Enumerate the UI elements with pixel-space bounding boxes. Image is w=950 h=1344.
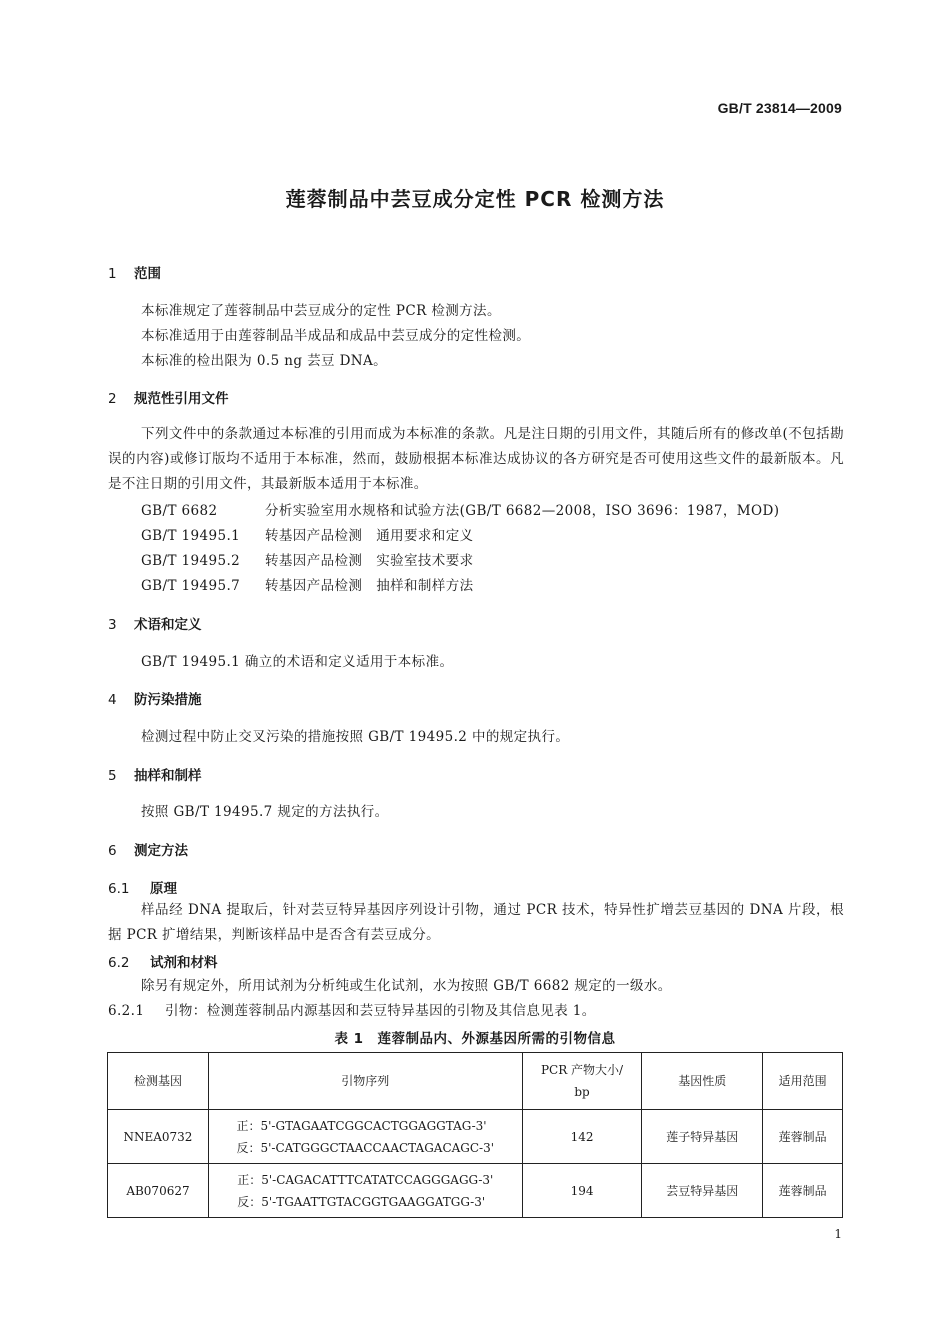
reference-name: 转基因产品检测 通用要求和定义: [265, 528, 474, 544]
reagents-text: 除另有规定外，所用试剂为分析纯或生化试剂，水为按照 GB/T 6682 规定的一级水。: [141, 978, 672, 994]
header-sequence: 引物序列: [208, 1053, 522, 1110]
cell-gene: NNEA0732: [108, 1110, 209, 1164]
table-header-row: [108, 1053, 843, 1110]
document-title: 莲蓉制品中芸豆成分定性 PCR 检测方法: [285, 187, 665, 211]
reference-code: GB/T 19495.2: [141, 553, 241, 569]
scope-line-3: 本标准的检出限为 0.5 ng 芸豆 DNA。: [141, 353, 388, 369]
section-4-heading: [108, 688, 202, 708]
terms-text: GB/T 19495.1 确立的术语和定义适用于本标准。: [141, 654, 454, 670]
cell-nature: 莲子特异基因: [642, 1110, 763, 1164]
reference-item: [141, 574, 474, 594]
section-title: 术语和定义: [134, 617, 202, 633]
section-3-heading: [108, 613, 202, 633]
reference-name: 转基因产品检测 实验室技术要求: [265, 553, 474, 569]
cell-sequence: [208, 1110, 522, 1164]
section-6-1-heading: [108, 877, 177, 897]
section-title: 测定方法: [134, 843, 188, 859]
reference-code: GB/T 19495.7: [141, 578, 241, 594]
section-6-2-heading: [108, 951, 218, 971]
section-2-heading: [108, 387, 229, 407]
header-gene: 检测基因: [108, 1053, 209, 1110]
section-number: 6.1: [108, 881, 130, 897]
header-size-line-2: bp: [574, 1085, 590, 1099]
scope-line-1: 本标准规定了莲蓉制品中芸豆成分的定性 PCR 检测方法。: [141, 303, 501, 319]
section-title: 试剂和材料: [150, 955, 218, 971]
header-size: [522, 1053, 642, 1110]
section-number: 6: [108, 843, 117, 859]
reference-name: 分析实验室用水规格和试验方法(GB/T 6682—2008，ISO 3696：1987，MOD): [265, 503, 780, 519]
reference-name: 转基因产品检测 抽样和制样方法: [265, 578, 474, 594]
reverse-primer: 反：5'-CATGGGCTAACCAACTAGACAGC-3': [236, 1140, 495, 1155]
clause-text: 引物：检测莲蓉制品内源基因和芸豆特异基因的引物及其信息见表 1。: [165, 1003, 596, 1019]
section-title: 规范性引用文件: [134, 391, 229, 407]
contamination-text: 检测过程中防止交叉污染的措施按照 GB/T 19495.2 中的规定执行。: [141, 729, 570, 745]
section-title: 抽样和制样: [134, 768, 202, 784]
cell-sequence: [208, 1164, 522, 1218]
section-title: 防污染措施: [134, 692, 202, 708]
forward-primer: 正：5'-GTAGAATCGGCACTGGAGGTAG-3': [236, 1118, 487, 1133]
section-number: 2: [108, 391, 117, 407]
scope-line-2: 本标准适用于由莲蓉制品半成品和成品中芸豆成分的定性检测。: [141, 328, 531, 344]
cell-nature: 芸豆特异基因: [642, 1164, 763, 1218]
reference-code: GB/T 6682: [141, 503, 218, 519]
primer-table: [107, 1052, 843, 1218]
cell-scope: 莲蓉制品: [763, 1164, 843, 1218]
page-number: 1: [834, 1227, 842, 1241]
reference-code: GB/T 19495.1: [141, 528, 241, 544]
header-nature: 基因性质: [642, 1053, 763, 1110]
forward-primer: 正：5'-CAGACATTTCATATCCAGGGAGG-3': [237, 1172, 494, 1187]
section-number: 4: [108, 692, 117, 708]
section-number: 5: [108, 768, 117, 784]
reference-item: [141, 549, 474, 569]
header-scope: 适用范围: [763, 1053, 843, 1110]
section-1-heading: [108, 262, 161, 282]
references-intro: 下列文件中的条款通过本标准的引用而成为本标准的条款。凡是注日期的引用文件，其随后所有的修改单(不包括勘误的内容)或修订版均不适用于本标准，然而，鼓励根据本标准达成协议的各方研究是否可使用这些文件的最新版本。凡是不注日期的引用文件，其最新版本适用于本标准。: [108, 426, 844, 492]
section-title: 原理: [150, 881, 177, 897]
cell-size: 142: [522, 1110, 642, 1164]
header-size-line-1: PCR 产物大小/: [540, 1063, 624, 1077]
section-title: 范围: [134, 266, 161, 282]
section-number: 1: [108, 266, 117, 282]
principle-text: 样品经 DNA 提取后，针对芸豆特异基因序列设计引物，通过 PCR 技术，特异性扩增芸豆基因的 DNA 片段，根据 PCR 扩增结果，判断该样品中是否含有芸豆成分。: [108, 902, 844, 943]
sampling-text: 按照 GB/T 19495.7 规定的方法执行。: [141, 804, 389, 820]
section-6-heading: [108, 839, 188, 859]
section-5-heading: [108, 764, 202, 784]
primer-clause: [108, 999, 596, 1019]
section-number: 3: [108, 617, 117, 633]
table-caption: 表 1 莲蓉制品内、外源基因所需的引物信息: [334, 1031, 616, 1047]
standard-number: GB/T 23814—2009: [717, 100, 842, 116]
table-row: [108, 1164, 843, 1218]
cell-size: 194: [522, 1164, 642, 1218]
cell-gene: AB070627: [108, 1164, 209, 1218]
table-row: [108, 1110, 843, 1164]
reference-item: [141, 499, 779, 519]
cell-scope: 莲蓉制品: [763, 1110, 843, 1164]
section-number: 6.2: [108, 955, 130, 971]
reference-item: [141, 524, 474, 544]
reverse-primer: 反：5'-TGAATTGTACGGTGAAGGATGG-3': [237, 1194, 486, 1209]
clause-number: 6.2.1: [108, 1003, 145, 1019]
